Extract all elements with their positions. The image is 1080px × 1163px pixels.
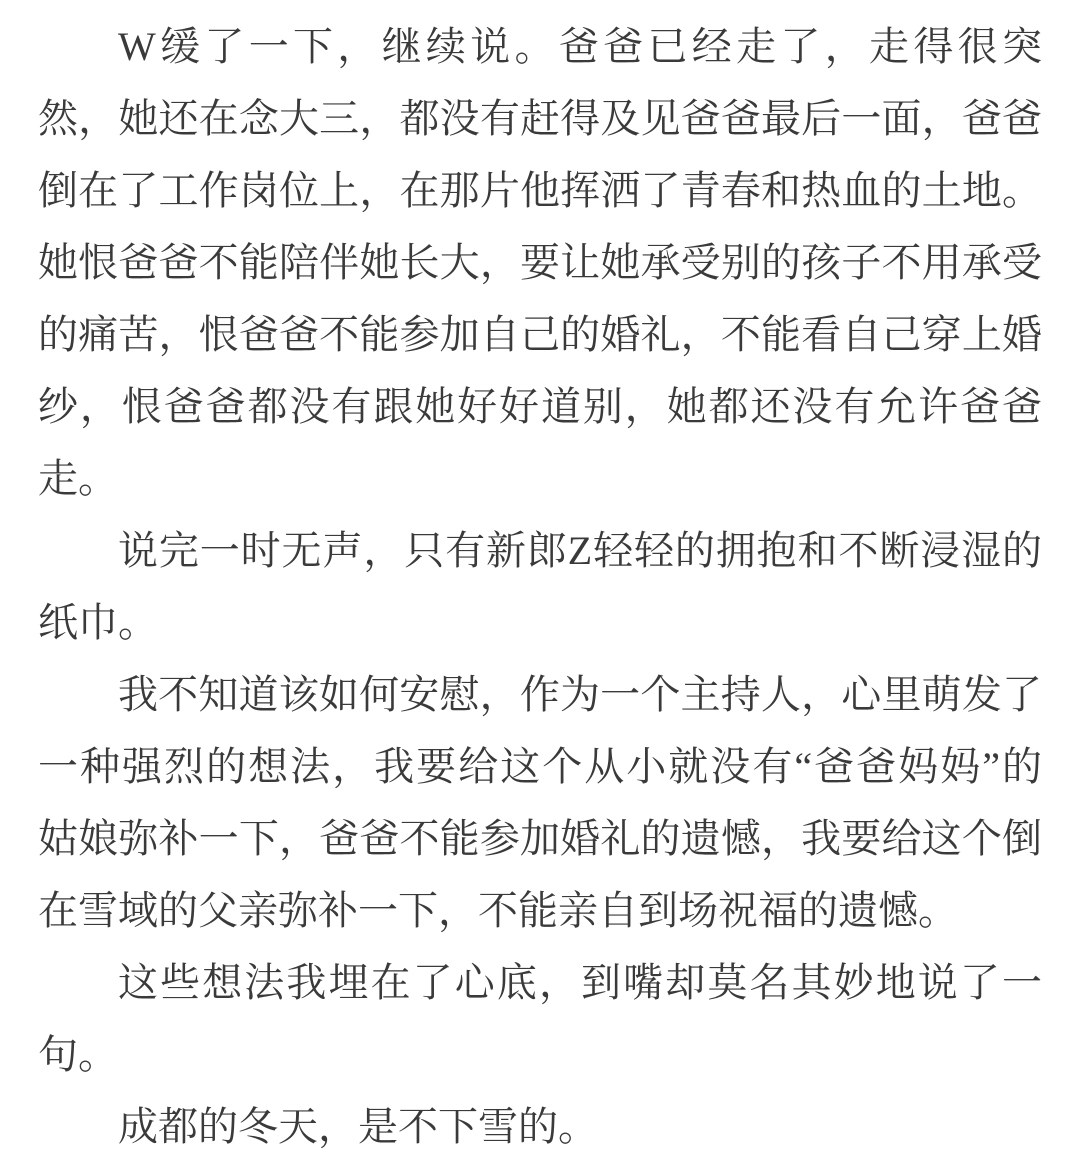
- text-line: 的痛苦，恨爸爸不能参加自己的婚礼，不能看自己穿上婚: [38, 312, 1042, 357]
- text-line: 纸巾。: [38, 600, 158, 645]
- text-line: 纱，恨爸爸都没有跟她好好道别，她都还没有允许爸爸: [38, 384, 1042, 429]
- text-line: 然，她还在念大三，都没有赶得及见爸爸最后一面，爸爸: [38, 96, 1042, 141]
- text-line: 我不知道该如何安慰，作为一个主持人，心里萌发了: [118, 672, 1042, 717]
- text-line: W缓了一下，继续说。爸爸已经走了，走得很突: [118, 24, 1042, 69]
- text-line: 句。: [38, 1032, 118, 1077]
- text-line: 说完一时无声，只有新郎Z轻轻的拥抱和不断浸湿的: [118, 528, 1042, 573]
- text-line: 成都的冬天，是不下雪的。: [118, 1104, 598, 1149]
- text-line: 她恨爸爸不能陪伴她长大，要让她承受别的孩子不用承受: [38, 240, 1042, 285]
- text-line: 一种强烈的想法，我要给这个从小就没有“爸爸妈妈”的: [38, 744, 1042, 789]
- text-content: [38, 11, 1042, 1163]
- text-line: 倒在了工作岗位上，在那片他挥洒了青春和热血的土地。: [38, 168, 1042, 213]
- text-line: 姑娘弥补一下，爸爸不能参加婚礼的遗憾，我要给这个倒: [38, 816, 1042, 861]
- text-line: 在雪域的父亲弥补一下，不能亲自到场祝福的遗憾。: [38, 888, 958, 933]
- text-line: 这些想法我埋在了心底，到嘴却莫名其妙地说了一: [118, 960, 1042, 1005]
- text-line: 走。: [38, 456, 118, 501]
